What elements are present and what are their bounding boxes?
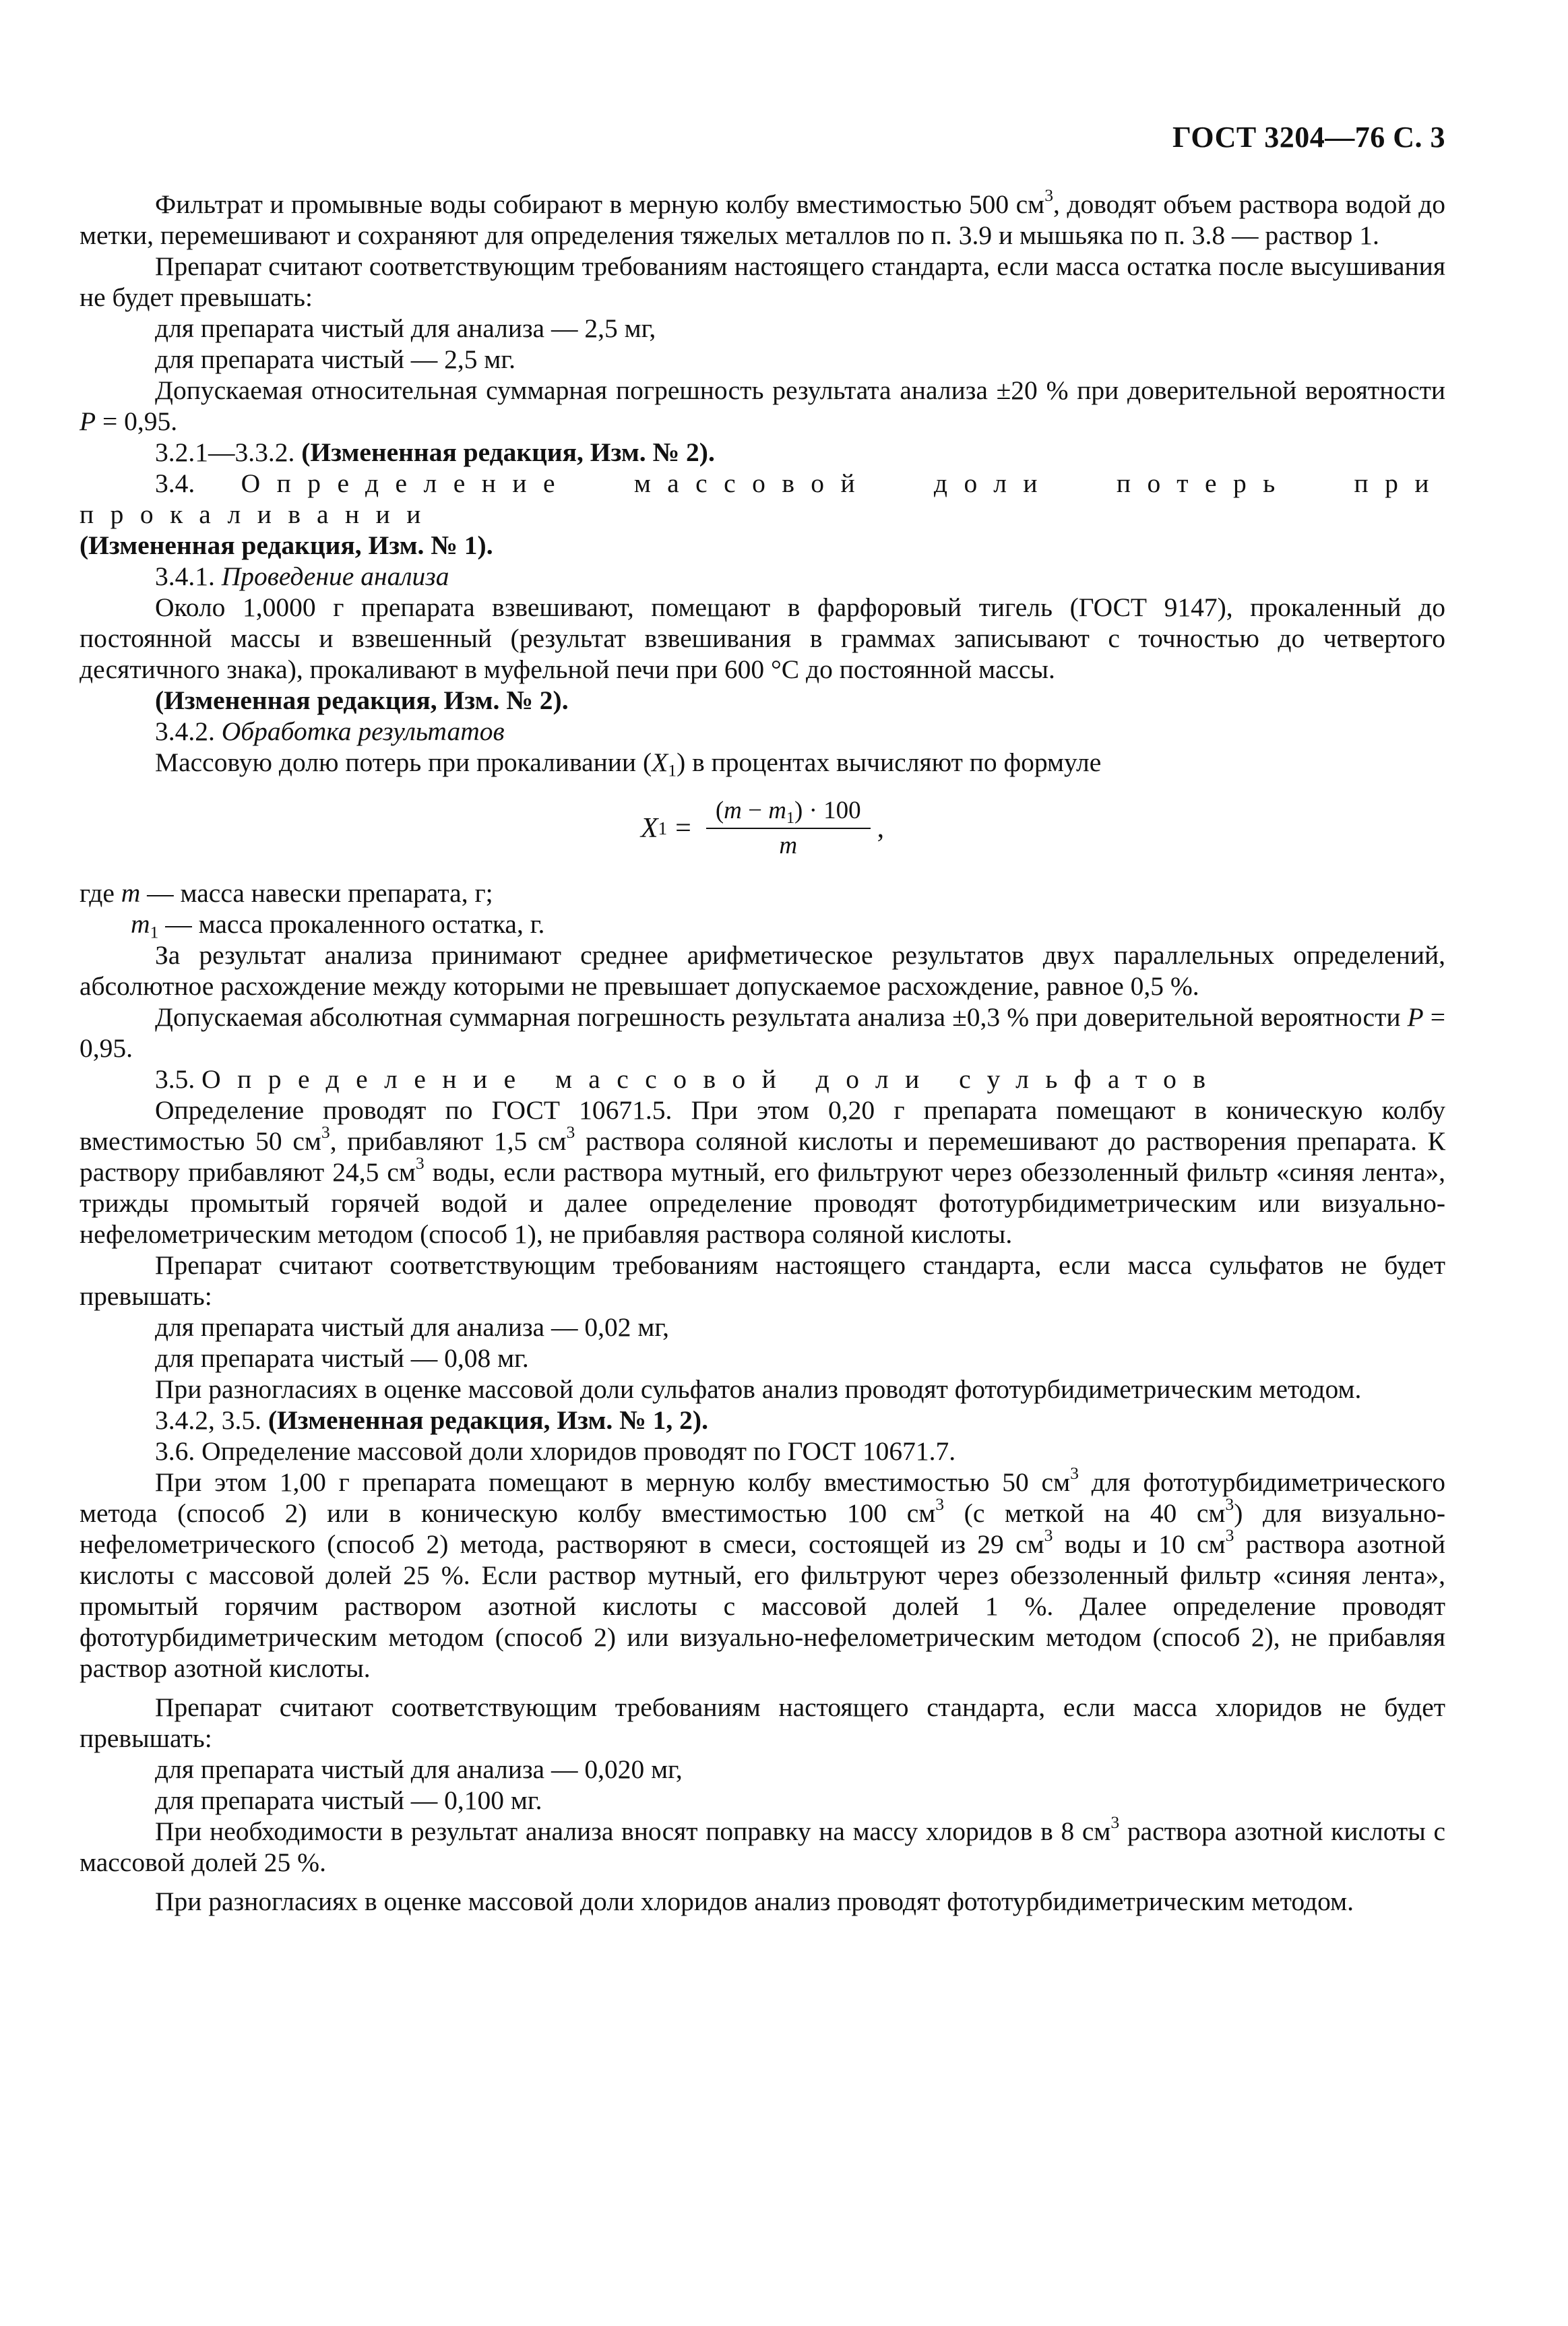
subsection-title: Обработка результатов (221, 716, 505, 746)
text: При необходимости в результат анализа вносят поправку на массу хлоридов в 8 см (155, 1816, 1111, 1846)
section-number: 3.2.1—3.3.2. (155, 437, 302, 467)
equals-sign: = (675, 813, 691, 844)
list-item: для препарата чистый — 0,08 мг. (155, 1343, 529, 1373)
formula: X 1 = $\frac{(m - m_1) \cdot 100}{m}$ , (640, 797, 885, 859)
section-title: Определение массовой доли сульфатов (201, 1064, 1222, 1094)
text: ) для визуально-нефелометрического (способ 2) метода, растворяют в смеси, состоящей из 29 см (80, 1498, 1445, 1559)
where-line (80, 878, 1445, 909)
paragraph-requirement: Препарат считают соответствующим требованиям настоящего стандарта, если масса остатка после высушивания не будет превышать: (80, 251, 1445, 312)
text: При этом 1,00 г препарата помещают в мерную колбу вместимостью 50 см (155, 1467, 1071, 1497)
text: ) в процентах вычисляют по формуле (677, 747, 1102, 777)
text: воды и 10 см (1053, 1529, 1226, 1559)
paragraph-dispute: При разногласиях в оценке массовой доли хлоридов анализ проводят фототурбидиметрическим методом. (155, 1887, 1354, 1916)
text: где (80, 878, 121, 908)
fraction (706, 797, 871, 860)
symbol: X (652, 747, 668, 777)
subscript: 1 (150, 922, 159, 942)
edition-label: (Измененная редакция, Изм. № 2). (301, 437, 715, 467)
symbol: P (80, 406, 96, 436)
subsection-heading-3-4-1 (80, 561, 1445, 592)
list-item: для препарата чистый для анализа — 2,5 мг, (155, 313, 656, 343)
page-header: ГОСТ 3204—76 С. 3 (1172, 121, 1445, 154)
numerator (706, 797, 871, 829)
list-item: для препарата чистый для анализа — 0,020 мг, (155, 1754, 683, 1784)
section-heading-3-4 (80, 468, 1445, 530)
symbol: m (121, 878, 141, 908)
edition-note (80, 1405, 1445, 1436)
section-heading-3-6: 3.6. Определение массовой доли хлоридов проводят по ГОСТ 10671.7. (155, 1436, 956, 1466)
text: , доводят объем раствора водой до метки, перемешивают и сохраняют для определения тяжелых металлов по п. 3.9 и мышьяка по п. 3.8 — раствор 1. (80, 189, 1445, 250)
text: — масса прокаленного остатка, г. (158, 909, 545, 939)
paragraph-requirement: Препарат считают соответствующим требованиям настоящего стандарта, если масса хлоридов не будет превышать: (80, 1692, 1445, 1753)
paragraph-dispute: При разногласиях в оценке массовой доли сульфатов анализ проводят фототурбидиметрическим методом. (155, 1374, 1362, 1404)
section-number: 3.4. (155, 468, 241, 498)
superscript: 3 (1225, 1525, 1234, 1545)
superscript: 3 (1225, 1494, 1234, 1514)
paragraph-chloride-procedure (80, 1463, 1445, 1684)
text: воды, если раствора мутный, его фильтруют через обеззоленный фильтр «синяя лента», трижды промытый горячей водой и далее определение проводят фототурбидиметрическим или визуально-нефелометрическим методом (способ 1), не прибавляя раствора соляной кислоты. (80, 1157, 1445, 1249)
text: раствора соляной кислоты и перемешивают до растворения препарата. К раствору прибавляют 24,5 см (80, 1126, 1445, 1187)
section-number: 3.4.2, 3.5. (155, 1405, 268, 1435)
edition-note: (Измененная редакция, Изм. № 1). (80, 530, 493, 560)
paragraph-procedure: Около 1,0000 г препарата взвешивают, помещают в фарфоровый тигель (ГОСТ 9147), прокаленный до постоянной массы и взвешенный (результат взвешивания в граммах записывают с точностью до четвертого десятичного знака), прокаливают в муфельной печи при 600 °С до постоянной массы. (80, 592, 1445, 684)
subsection-title: Проведение анализа (221, 561, 449, 591)
text: Допускаемая относительная суммарная погрешность результата анализа ±20 % при доверительной вероятности (155, 375, 1445, 405)
subscript: 1 (786, 809, 795, 828)
page-body (80, 185, 1446, 1917)
text: — масса навески препарата, г; (140, 878, 493, 908)
paragraph-error (80, 375, 1445, 437)
superscript: 3 (1044, 185, 1054, 206)
symbol: m (724, 797, 742, 824)
text: Фильтрат и промывные воды собирают в мерную колбу вместимостью 500 см (155, 189, 1045, 219)
paragraph-requirement: Препарат считают соответствующим требованиям настоящего стандарта, если масса сульфатов не будет превышать: (80, 1250, 1445, 1311)
text: − (741, 797, 769, 824)
list-item: для препарата чистый — 2,5 мг. (155, 344, 515, 374)
text: Допускаемая абсолютная суммарная погрешность результата анализа ±0,3 % при доверительной вероятности (155, 1002, 1408, 1032)
text: раствора азотной кислоты с массовой долей 25 %. Если раствор мутный, его фильтруют через обеззоленный фильтр «синяя лента», промытый горячим раствором азотной кислоты с массовой долей 1 %. Далее определение проводят фототурбидиметрическим методом (способ 2) или визуально-нефелометрическим методом (способ 2), не прибавляя раствор азотной кислоты. (80, 1529, 1445, 1683)
edition-note: (Измененная редакция, Изм. № 2). (155, 685, 569, 715)
superscript: 3 (935, 1494, 945, 1514)
superscript: 3 (1070, 1463, 1079, 1483)
section-number: 3.5. (155, 1064, 202, 1094)
list-item: для препарата чистый для анализа — 0,02 мг, (155, 1312, 669, 1342)
paragraph-result: За результат анализа принимают среднее арифметическое результатов двух параллельных определений, абсолютное расхождение между которыми не превышает допускаемое расхождение, равное 0,5 %. (80, 940, 1445, 1001)
text: , прибавляют 1,5 см (330, 1126, 567, 1156)
paragraph-formula-intro (80, 747, 1445, 781)
denominator: m (779, 832, 798, 859)
text: Массовую долю потерь при прокаливании ( (155, 747, 652, 777)
section-number: 3.4.1. (155, 561, 222, 591)
symbol: m (131, 909, 150, 939)
section-title: Определение массовой доли потерь при прокаливании (80, 468, 1446, 529)
text: ) · 100 (794, 797, 861, 824)
section-number: 3.4.2. (155, 716, 222, 746)
paragraph-correction (80, 1812, 1446, 1878)
edition-note (80, 437, 1445, 468)
superscript: 3 (1110, 1812, 1120, 1833)
paragraph-sulfate-procedure (80, 1095, 1445, 1250)
edition-label: (Измененная редакция, Изм. № 1, 2). (268, 1405, 708, 1435)
superscript: 3 (415, 1153, 425, 1173)
text: Определение проводят по ГОСТ 10671.5. При этом 0,20 г препарата помещают в коническую колбу вместимостью 50 см (80, 1095, 1445, 1156)
text: = 0,95. (96, 406, 178, 436)
formula-comma: , (877, 813, 885, 844)
paragraph-filtrate (80, 185, 1445, 251)
symbol: P (1407, 1002, 1424, 1032)
where-line (80, 909, 1445, 940)
text: раствора азотной кислоты с массовой долей 25 %. (80, 1816, 1446, 1877)
superscript: 3 (566, 1122, 575, 1142)
text: для фототурбидиметрического метода (способ 2) или в коническую колбу вместимостью 100 см (80, 1467, 1445, 1528)
text: (с меткой на 40 см (944, 1498, 1226, 1528)
subsection-heading-3-4-2 (80, 716, 1445, 747)
list-item: для препарата чистый — 0,100 мг. (155, 1785, 542, 1815)
subscript: 1 (668, 760, 677, 781)
text: ( (715, 797, 724, 824)
superscript: 3 (321, 1122, 330, 1142)
symbol: m (768, 797, 786, 824)
superscript: 3 (1044, 1525, 1053, 1545)
text: = 0,95. (80, 1002, 1446, 1063)
formula-lhs: X (640, 813, 658, 844)
paragraph-error (80, 1002, 1445, 1064)
section-heading-3-5 (80, 1064, 1445, 1095)
